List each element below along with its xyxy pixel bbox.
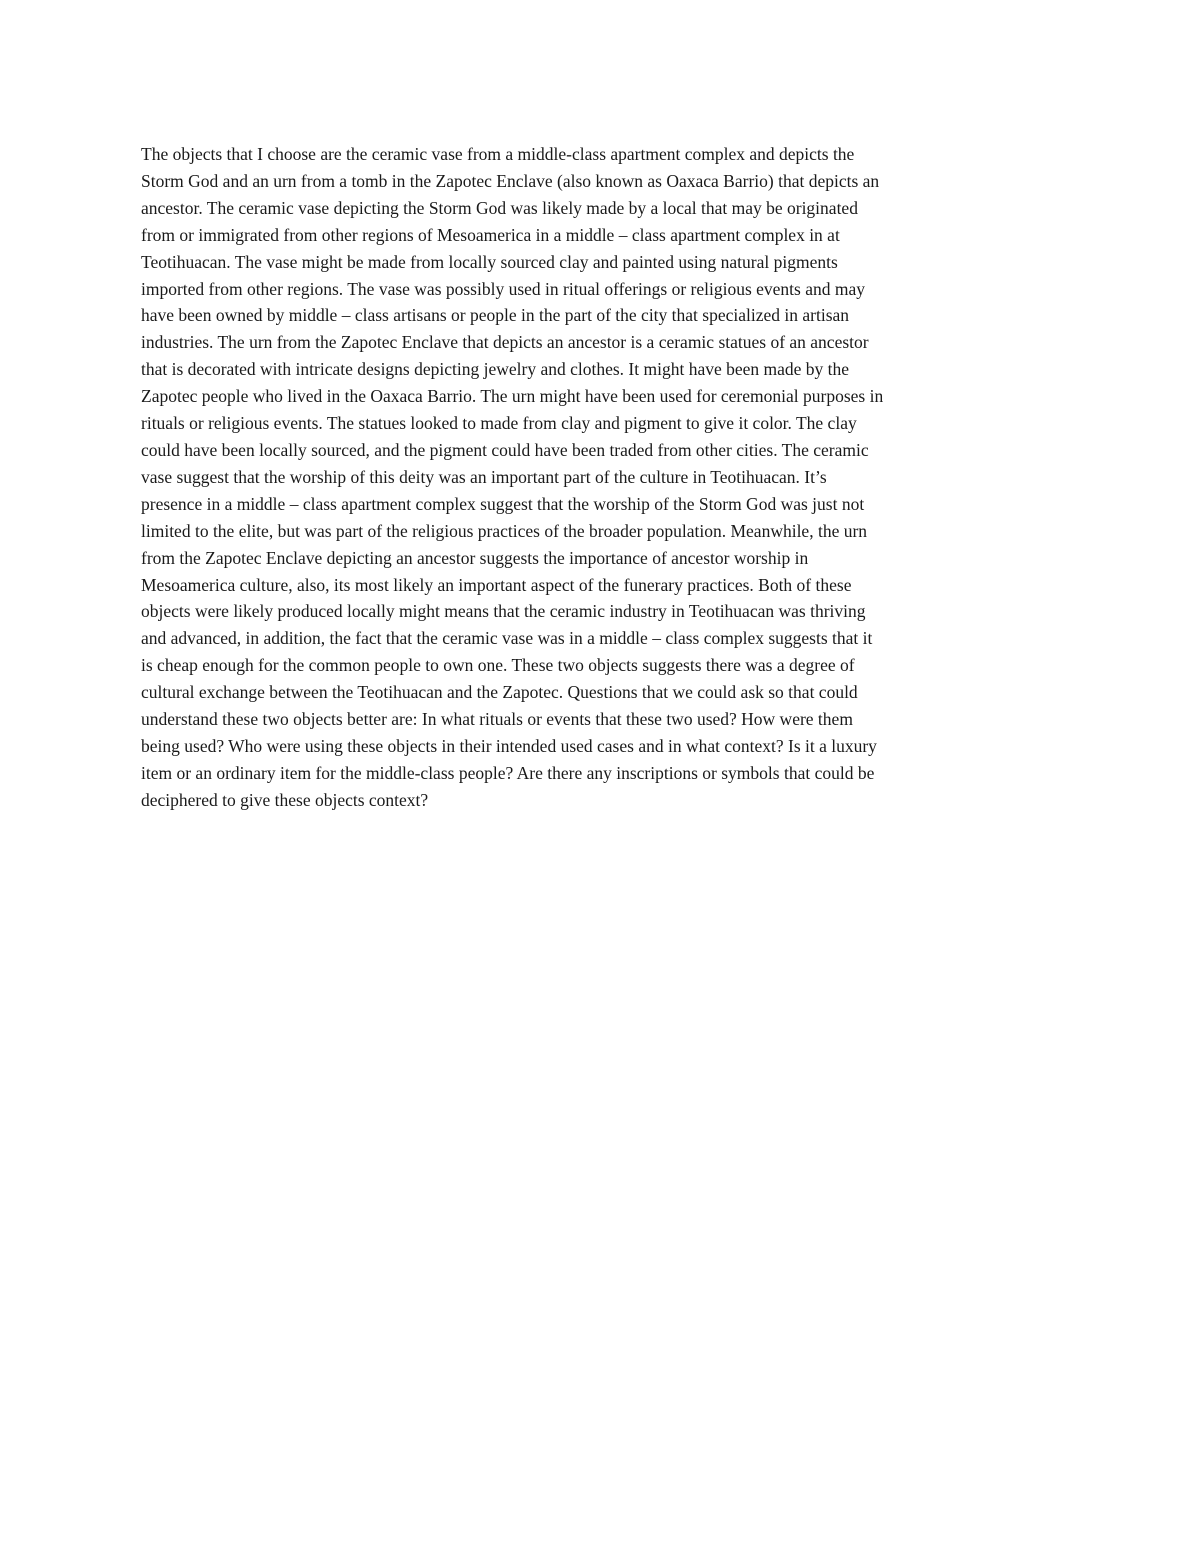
text-line: Mesoamerica culture, also, its most likely an important aspect of the funerary practices. Both of these (141, 574, 852, 595)
text-line: vase suggest that the worship of this deity was an important part of the culture in Teotihuacan. It’s (141, 466, 827, 487)
text-line: is cheap enough for the common people to own one. These two objects suggests there was a degree of (141, 655, 855, 676)
text-line: imported from other regions. The vase was possibly used in ritual offerings or religious events and may (141, 278, 865, 299)
text-line: objects were likely produced locally might means that the ceramic industry in Teotihuacan was thriving (141, 601, 866, 622)
text-line: ancestor. The ceramic vase depicting the Storm God was likely made by a local that may be originated (141, 197, 858, 218)
text-line: Teotihuacan. The vase might be made from locally sourced clay and painted using natural pigments (141, 251, 838, 272)
text-line: rituals or religious events. The statues looked to made from clay and pigment to give it color. The clay (141, 413, 857, 434)
text-line: understand these two objects better are: In what rituals or events that these two used? How were them (141, 709, 853, 730)
text-line: The objects that I choose are the ceramic vase from a middle-class apartment complex and depicts the (141, 144, 855, 164)
text-line: could have been locally sourced, and the pigment could have been traded from other cities. The ceramic (141, 439, 869, 460)
text-line: deciphered to give these objects context? (141, 789, 429, 810)
text-line: have been owned by middle – class artisans or people in the part of the city that specialized in artisan (141, 305, 850, 326)
text-line: industries. The urn from the Zapotec Enclave that depicts an ancestor is a ceramic statues of an ancestor (141, 332, 869, 353)
text-line: from or immigrated from other regions of Mesoamerica in a middle – class apartment complex in at (141, 224, 840, 245)
text-line: Zapotec people who lived in the Oaxaca Barrio. The urn might have been used for ceremonial purposes in (141, 386, 884, 407)
text-line: item or an ordinary item for the middle-class people? Are there any inscriptions or symbols that could be (141, 762, 875, 783)
text-line: from the Zapotec Enclave depicting an ancestor suggests the importance of ancestor worship in (141, 547, 809, 568)
body-paragraph (141, 141, 1071, 814)
text-line: being used? Who were using these objects in their intended used cases and in what context? Is it a luxury (141, 735, 877, 756)
text-line: presence in a middle – class apartment complex suggest that the worship of the Storm God was just not (141, 493, 865, 514)
text-line: Storm God and an urn from a tomb in the Zapotec Enclave (also known as Oaxaca Barrio) that depicts an (141, 170, 880, 191)
text-line: and advanced, in addition, the fact that the ceramic vase was in a middle – class complex suggests that it (141, 628, 873, 649)
text-line: limited to the elite, but was part of the religious practices of the broader population. Meanwhile, the urn (141, 520, 868, 541)
text-line: cultural exchange between the Teotihuacan and the Zapotec. Questions that we could ask so that could (141, 682, 858, 703)
text-line: that is decorated with intricate designs depicting jewelry and clothes. It might have been made by the (141, 359, 850, 380)
